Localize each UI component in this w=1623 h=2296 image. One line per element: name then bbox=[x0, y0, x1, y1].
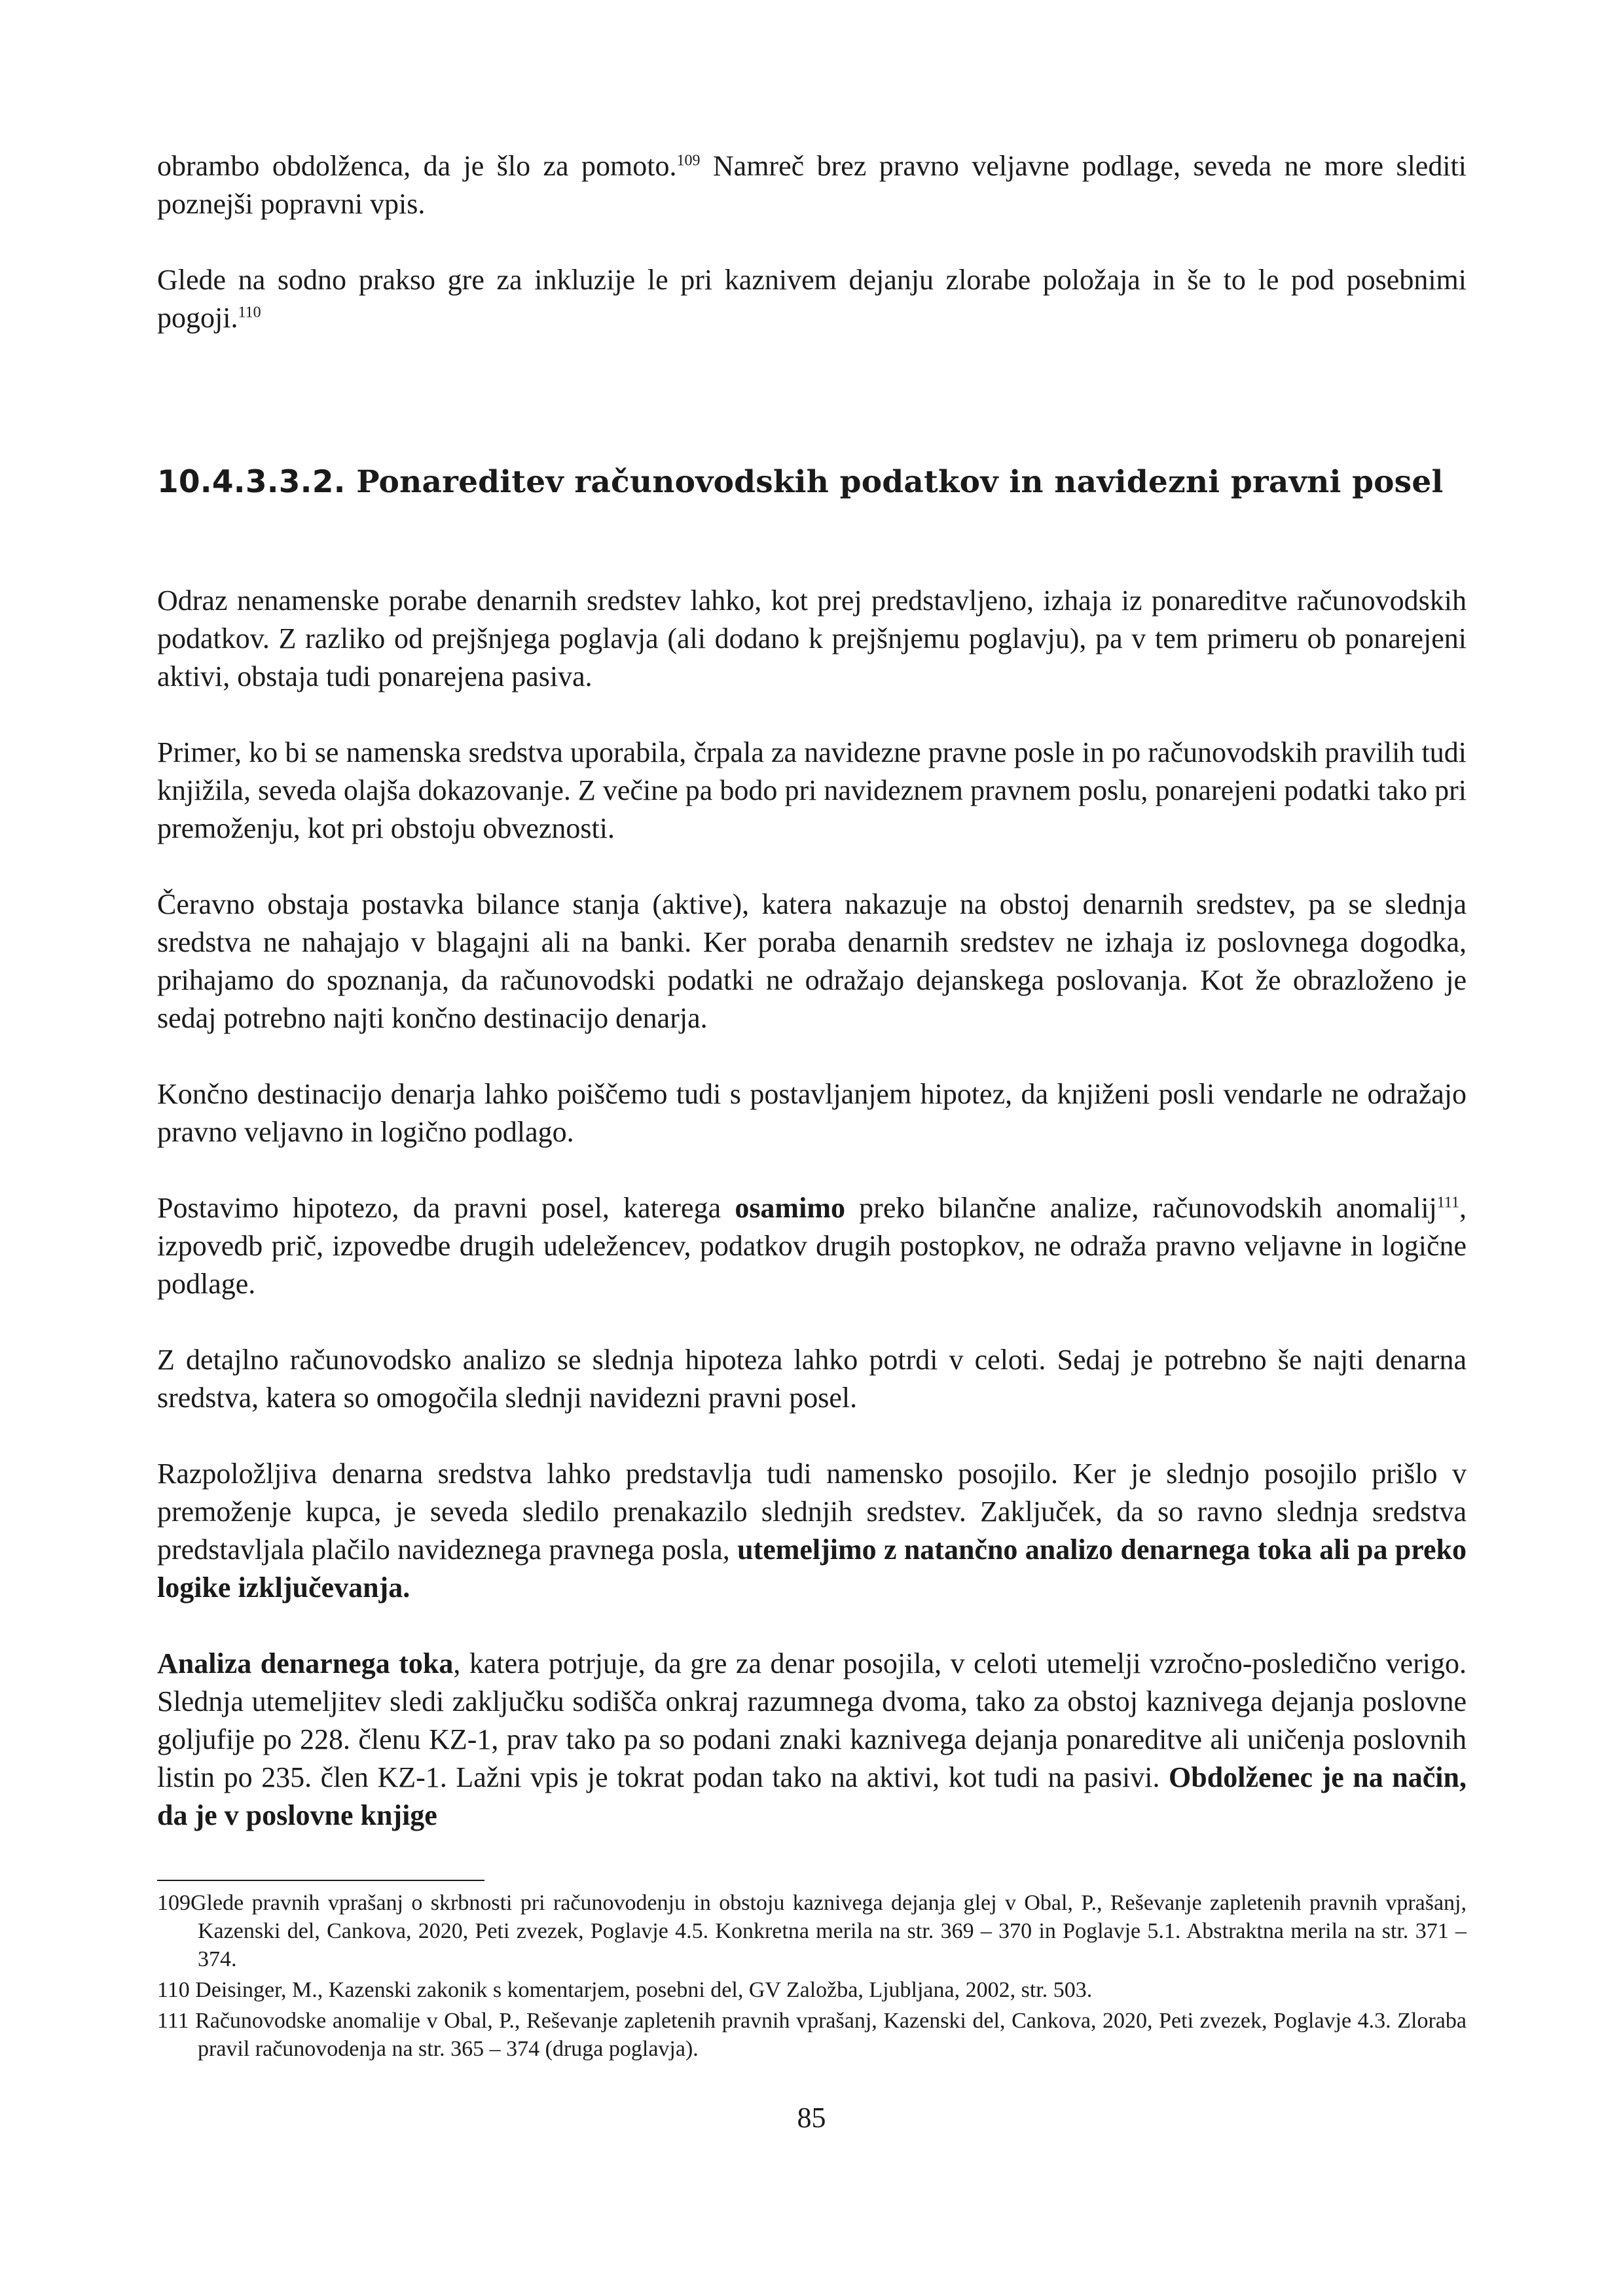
paragraph-8: Z detajlno računovodsko analizo se slednja hipoteza lahko potrdi v celoti. Sedaj je potrebno še najti denarna sredstva, katera so omogočila slednji navidezni pravni posel. bbox=[157, 1344, 1467, 1414]
footnote-ref-110[interactable]: 110 bbox=[238, 304, 261, 321]
footnote-111: 111 Računovodske anomalije v Obal, P., Reševanje zapletenih pravnih vprašanj, Kazenski del, Cankova, 2020, Peti zvezek, Poglavje 4.3. Zloraba pravil računovodenja na str. 365 – 374 (druga poglavja). bbox=[157, 2009, 1467, 2061]
paragraph-9: Razpoložljiva denarna sredstva lahko predstavlja tudi namensko posojilo. Ker je slednjo posojilo prišlo v premoženje kupca, je seveda sledilo prenakazilo slednjih sredstev. Zaključek, da so ravno slednja sredstva predstavljala plačilo navideznega pravnega posla, utemeljimo z natančno analizo denarnega toka ali pa preko logike izključevanja. bbox=[157, 1458, 1467, 1604]
paragraph-4: Primer, ko bi se namenska sredstva uporabila, črpala za navidezne pravne posle in po računovodskih pravilih tudi knjižila, seveda olajša dokazovanje. Z večine pa bodo pri navideznem pravnem poslu, ponarejeni podatki tako pri premoženju, kot pri obstoju obveznosti. bbox=[157, 736, 1467, 844]
page-body bbox=[157, 147, 1467, 1835]
paragraph-1: obrambo obdolženca, da je šlo za pomoto.$^{109}$ Namreč brez pravno veljavne podlage, seveda ne more slediti poznejši popravni vpis. bbox=[157, 150, 1467, 220]
footnote-109: 109Glede pravnih vprašanj o skrbnosti pri računovodenju in obstoju kaznivega dejanja glej v Obal, P., Reševanje zapletenih pravnih vprašanj, Kazenski del, Cankova, 2020, Peti zvezek, Poglavje 4.5. Konkretna merila na str. 369 – 370 in Poglavje 5.1. Abstraktna merila na str. 371 – 374. bbox=[157, 1891, 1467, 1971]
footnote-ref-111[interactable]: 111 bbox=[1436, 1194, 1459, 1211]
footnote-ref-109[interactable]: 109 bbox=[676, 152, 701, 170]
footnote-110: 110 Deisinger, M., Kazenski zakonik s komentarjem, posebni del, GV Založba, Ljubljana, 2002, str. 503. bbox=[157, 1978, 1093, 2002]
paragraph-10: Analiza denarnega toka, katera potrjuje, da gre za denar posojila, v celoti utemelji vzročno-posledično verigo. Slednja utemeljitev sledi zaključku sodišča onkraj razumnega dvoma, tako za obstoj kaznivega dejanja poslovne goljufije po 228. členu KZ-1, prav tako pa so podani znaki kaznivega dejanja ponareditve ali uničenja poslovnih listin po 235. člen KZ-1. Lažni vpis je tokrat podan tako na aktivi, kot tudi na pasivi. Obdolženec je na način, da je v poslovne knjige bbox=[157, 1647, 1467, 1831]
paragraph-2: Glede na sodno prakso gre za inkluzije le pri kaznivem dejanju zlorabe položaja in še to le pod posebnimi pogoji.$^{110}$ bbox=[157, 264, 1467, 334]
paragraph-5: Čeravno obstaja postavka bilance stanja (aktive), katera nakazuje na obstoj denarnih sredstev, pa se slednja sredstva ne nahajajo v blagajni ali na banki. Ker poraba denarnih sredstev ne izhaja iz poslovnega dogodka, prihajamo do spoznanja, da računovodski podatki ne odražajo dejanskega poslovanja. Kot že obrazloženo je sedaj potrebno najti končno destinacijo denarja. bbox=[157, 888, 1467, 1034]
page-number: 85 bbox=[797, 2102, 826, 2134]
paragraph-6: Končno destinacijo denarja lahko poiščemo tudi s postavljanjem hipotez, da knjiženi posli vendarle ne odražajo pravno veljavno in logično podlago. bbox=[157, 1078, 1467, 1148]
paragraph-3: Odraz nenamenske porabe denarnih sredstev lahko, kot prej predstavljeno, izhaja iz ponareditve računovodskih podatkov. Z razliko od prejšnjega poglavja (ali dodano k prejšnjemu poglavju), pa v tem primeru ob ponarejeni aktivi, obstaja tudi ponarejena pasiva. bbox=[157, 584, 1467, 692]
footnote-divider bbox=[157, 1880, 484, 1881]
section-heading: 10.4.3.3.2. Ponareditev računovodskih podatkov in navidezni pravni posel bbox=[157, 464, 1444, 500]
paragraph-7: Postavimo hipotezo, da pravni posel, katerega osamimo preko bilančne analize, računovodskih anomalij$^{111}$, izpovedb prič, izpovedbe drugih udeležencev, podatkov drugih postopkov, ne odraža pravno veljavne in logične podlage. bbox=[157, 1192, 1467, 1300]
footnotes bbox=[157, 1880, 1467, 2066]
